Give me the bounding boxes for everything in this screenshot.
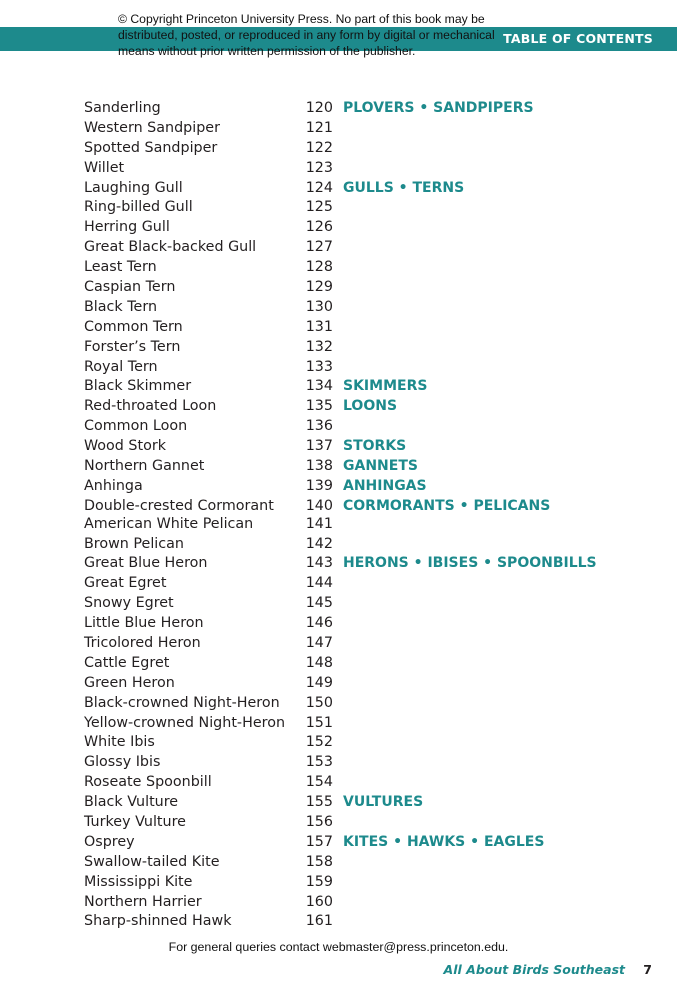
toc-bird-name: Roseate Spoonbill [84,774,212,791]
toc-bird-name: Common Tern [84,318,183,335]
toc-group-heading: STORKS [343,438,407,455]
toc-bird-name: Black Vulture [84,794,179,811]
toc-row [0,358,677,378]
toc-row [0,515,677,535]
toc-page-number: 144 [305,575,333,592]
toc-bird-name: Royal Tern [84,358,158,375]
toc-page-number: 131 [305,318,333,335]
toc-row [0,179,677,199]
toc-page-number: 136 [305,418,333,435]
toc-row [0,377,677,397]
toc-page-number: 141 [305,515,333,532]
toc-page-number: 137 [305,438,333,455]
toc-row [0,813,677,833]
toc-page-number: 130 [305,298,333,315]
toc-page-number: 123 [305,159,333,176]
toc-page-number: 124 [305,179,333,196]
toc-row [0,417,677,437]
toc-row [0,674,677,694]
toc-row [0,554,677,574]
toc-bird-name: Great Egret [84,575,167,592]
toc-bird-name: Yellow-crowned Night-Heron [84,714,286,731]
toc-bird-name: Red-throated Loon [84,398,217,415]
toc-page-number: 154 [305,774,333,791]
toc-bird-name: American White Pelican [84,515,254,532]
toc-bird-name: Osprey [84,833,135,850]
toc-page-number: 128 [305,259,333,276]
toc-bird-name: Forster’s Tern [84,338,181,355]
toc-bird-name: Black Tern [84,298,158,315]
toc-page-number: 122 [305,139,333,156]
toc-page-number: 146 [305,615,333,632]
toc-bird-name: Laughing Gull [84,179,183,196]
toc-row [0,99,677,119]
toc-row [0,654,677,674]
toc-row [0,614,677,634]
toc-page-number: 135 [305,398,333,415]
toc-row [0,238,677,258]
toc-page-number: 132 [305,338,333,355]
toc-row [0,773,677,793]
toc-page-number: 160 [305,893,333,910]
toc-row [0,912,677,932]
toc-page-number: 151 [305,714,333,731]
toc-row [0,198,677,218]
toc-bird-name: Anhinga [84,477,143,494]
toc-page-number: 140 [305,497,333,514]
toc-row [0,159,677,179]
toc-page-number: 148 [305,654,333,671]
toc-bird-name: Wood Stork [84,438,166,455]
toc-group-heading: KITES • HAWKS • EAGLES [343,833,545,850]
toc-row [0,694,677,714]
toc-page-number: 120 [305,100,333,116]
toc-group-heading: GANNETS [343,458,418,475]
toc-page-number: 121 [305,119,333,136]
toc-page-number: 145 [305,595,333,612]
contact-line: For general queries contact webmaster@press.princeton.edu. [168,940,509,954]
toc-group-heading: PLOVERS • SANDPIPERS [343,100,534,116]
toc-page-number: 127 [305,239,333,256]
toc-row [0,873,677,893]
toc-row [0,397,677,417]
toc-bird-name: Turkey Vulture [84,813,186,830]
toc-bird-name: Herring Gull [84,219,170,236]
toc-page-number: 142 [305,535,333,552]
toc-page-number: 126 [305,219,333,236]
toc-bird-name: Tricolored Heron [84,634,201,651]
toc-page-number: 129 [305,279,333,296]
toc-row [0,437,677,457]
toc-bird-name: Great Blue Heron [84,555,208,572]
toc-row [0,634,677,654]
table-of-contents [0,99,677,932]
toc-bird-name: Mississippi Kite [84,873,193,890]
toc-bird-name: Caspian Tern [84,279,176,296]
toc-group-heading: LOONS [343,398,398,415]
toc-page-number: 150 [305,694,333,711]
toc-page-number: 133 [305,358,333,375]
toc-group-heading: HERONS • IBISES • SPOONBILLS [343,555,597,572]
footer-book-title: All About Birds Southeast [443,962,625,977]
toc-bird-name: Cattle Egret [84,654,170,671]
toc-row [0,457,677,477]
footer-page-number: 7 [643,962,652,977]
toc-row [0,338,677,358]
section-label: TABLE OF CONTENTS [503,31,653,46]
toc-row [0,893,677,913]
toc-group-heading: VULTURES [343,794,424,811]
toc-page-number: 149 [305,674,333,691]
toc-bird-name: Glossy Ibis [84,754,161,771]
toc-bird-name: Spotted Sandpiper [84,139,218,156]
toc-group-heading: CORMORANTS • PELICANS [343,497,551,514]
toc-bird-name: Common Loon [84,418,188,435]
toc-row [0,298,677,318]
toc-row [0,139,677,159]
toc-page-number: 125 [305,199,333,216]
toc-page-number: 161 [305,913,333,930]
toc-bird-name: Double-crested Cormorant [84,497,274,514]
toc-bird-name: Sharp-shinned Hawk [84,913,232,930]
toc-page-number: 139 [305,477,333,494]
toc-row [0,574,677,594]
toc-bird-name: Northern Harrier [84,893,202,910]
toc-bird-name: Brown Pelican [84,535,184,552]
toc-page-number: 152 [305,734,333,751]
toc-bird-name: Black-crowned Night-Heron [84,694,280,711]
toc-row [0,218,677,238]
toc-page-number: 156 [305,813,333,830]
toc-row [0,853,677,873]
toc-bird-name: Green Heron [84,674,175,691]
toc-page-number: 157 [305,833,333,850]
toc-row [0,535,677,555]
toc-row [0,833,677,853]
toc-row [0,793,677,813]
toc-bird-name: Western Sandpiper [84,119,220,136]
toc-bird-name: Snowy Egret [84,595,174,612]
toc-bird-name: Black Skimmer [84,378,192,395]
toc-bird-name: Great Black-backed Gull [84,239,257,256]
toc-bird-name: Willet [84,159,125,176]
toc-page-number: 159 [305,873,333,890]
toc-row [0,753,677,773]
toc-group-heading: ANHINGAS [343,477,427,494]
toc-bird-name: Northern Gannet [84,458,205,475]
toc-page-number: 155 [305,794,333,811]
toc-bird-name: Sanderling [84,100,161,116]
toc-bird-name: Least Tern [84,259,157,276]
toc-bird-name: Ring-billed Gull [84,199,193,216]
toc-row [0,477,677,497]
toc-group-heading: GULLS • TERNS [343,179,465,196]
toc-page-number: 147 [305,634,333,651]
toc-bird-name: White Ibis [84,734,155,751]
toc-page-number: 134 [305,378,333,395]
toc-row [0,594,677,614]
toc-bird-name: Little Blue Heron [84,615,204,632]
toc-page-number: 153 [305,754,333,771]
copyright-notice: © Copyright Princeton University Press. No part of this book may be distributed, posted, or reproduced in any form by digital or mechanical means without prior written permission of the publisher. [118,12,495,58]
toc-row [0,278,677,298]
toc-bird-name: Swallow-tailed Kite [84,853,220,870]
toc-page-number: 158 [305,853,333,870]
toc-row [0,497,677,515]
toc-page-number: 138 [305,458,333,475]
toc-group-heading: SKIMMERS [343,378,428,395]
toc-page-number: 143 [305,555,333,572]
toc-row [0,733,677,753]
toc-row [0,119,677,139]
toc-row [0,318,677,338]
toc-row [0,258,677,278]
toc-row [0,714,677,734]
